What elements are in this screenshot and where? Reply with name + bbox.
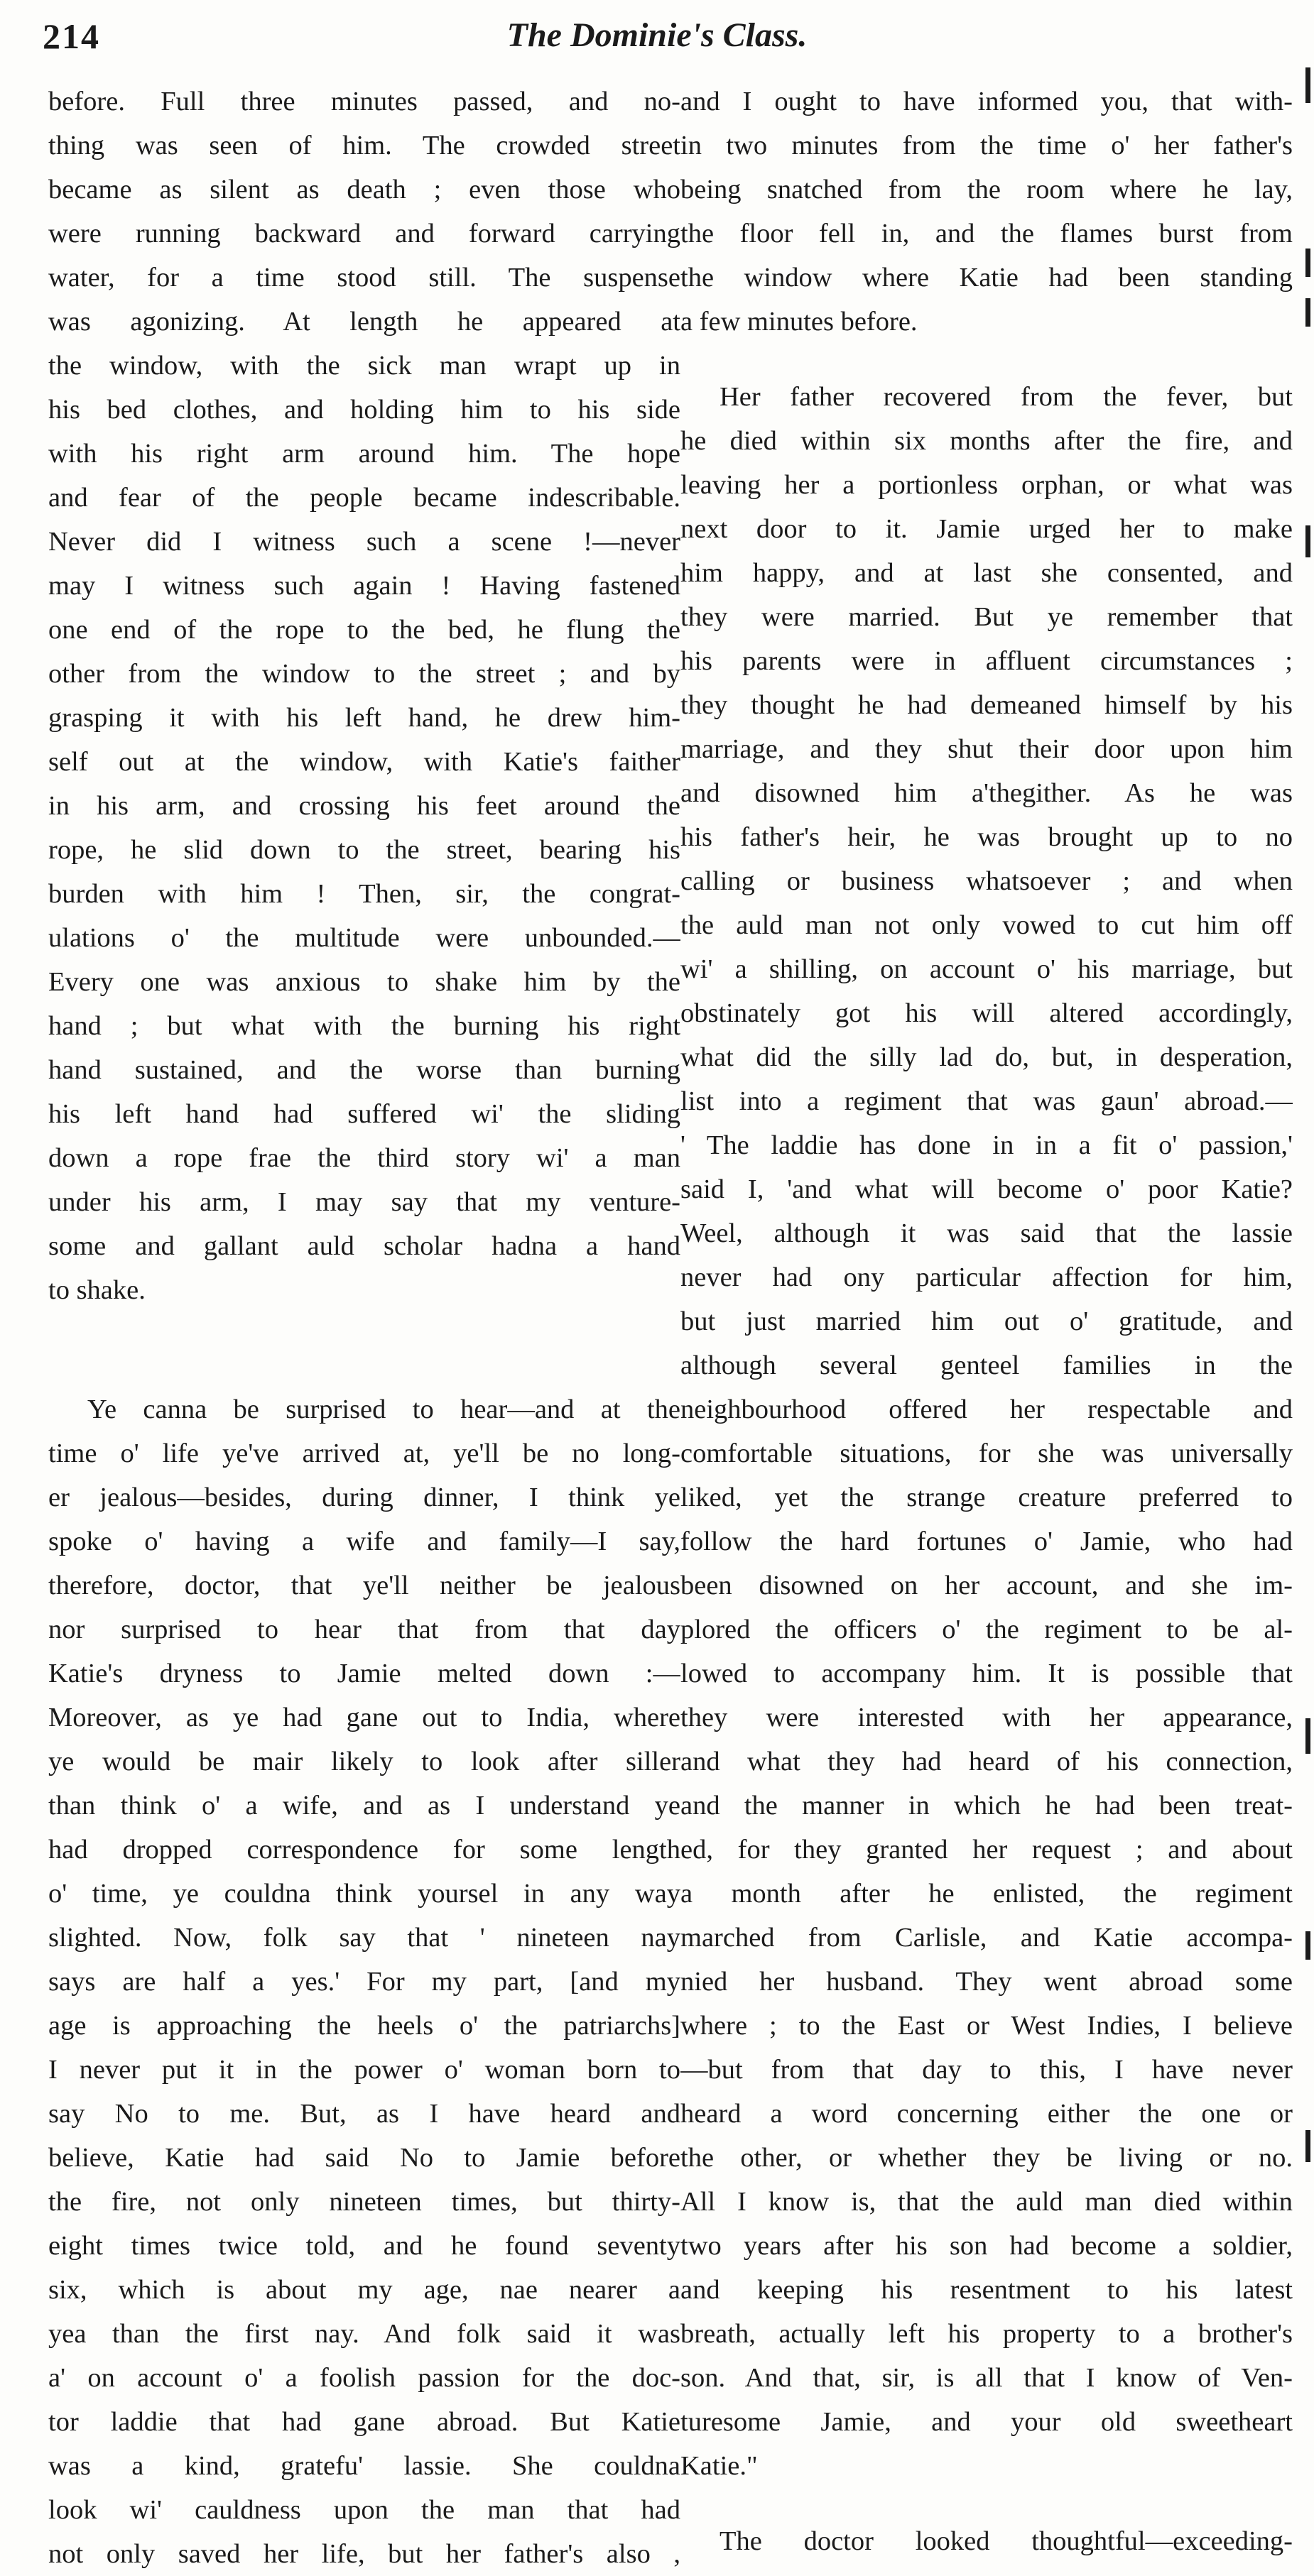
running-title: The Dominie's Class.: [506, 16, 808, 54]
text-line: nied her husband. They went abroad some: [680, 1967, 1293, 1997]
scan-edge-mark: [1305, 2130, 1310, 2162]
text-line: with his right arm around him. The hope: [48, 439, 680, 469]
page-number: 214: [43, 16, 100, 56]
text-line: him happy, and at last she consented, and: [680, 558, 1293, 588]
text-line: slighted. Now, folk say that ' nineteen nay: [48, 1923, 680, 1953]
text-line: calling or business whatsoever ; and when: [680, 866, 1293, 896]
text-line: to shake.: [48, 1275, 146, 1305]
text-line: yea than the first nay. And folk said it was: [48, 2319, 680, 2349]
text-line: grasping it with his left hand, he drew him-: [48, 703, 680, 733]
text-line: been disowned on her account, and she im-: [680, 1571, 1293, 1600]
text-line: hand ; but what with the burning his right: [48, 1011, 680, 1041]
text-line: they thought he had demeaned himself by his: [680, 690, 1293, 720]
text-line: some and gallant auld scholar hadna a hand: [48, 1231, 680, 1261]
text-line: his parents were in affluent circumstances ;: [680, 646, 1293, 676]
text-line: they were interested with her appearance,: [680, 1703, 1293, 1732]
paragraph-gap: [48, 1356, 680, 1387]
text-line: All I know is, that the auld man died within: [680, 2187, 1293, 2217]
text-line: in two minutes from the time o' her father's: [680, 131, 1293, 160]
text-line: and I ought to have informed you, that with-: [680, 87, 1293, 116]
left-text-column: [48, 80, 680, 2576]
text-line: er jealous—besides, during dinner, I think ye: [48, 1483, 680, 1512]
text-line: became as silent as death ; even those who: [48, 175, 680, 204]
text-line: heard a word concerning either the one or: [680, 2099, 1293, 2129]
text-line: under his arm, I may say that my venture-: [48, 1187, 680, 1217]
text-line: Katie's dryness to Jamie melted down :—: [48, 1659, 680, 1688]
text-line: down a rope frae the third story wi' a man: [48, 1143, 680, 1173]
text-line: plored the officers o' the regiment to be al-: [680, 1615, 1293, 1644]
text-line: ulations o' the multitude were unbounded.—: [48, 923, 680, 953]
scan-edge-mark: [1305, 525, 1310, 557]
text-line: Weel, although it was said that the lassie: [680, 1218, 1293, 1248]
text-line: his bed clothes, and holding him to his side: [48, 395, 680, 425]
text-line: tor laddie that had gane abroad. But Katie: [48, 2407, 680, 2437]
text-line: and the manner in which he had been treat-: [680, 1791, 1293, 1821]
text-line: leaving her a portionless orphan, or what was: [680, 470, 1293, 500]
text-line: time o' life ye've arrived at, ye'll be no long-: [48, 1439, 680, 1468]
text-line: Every one was anxious to shake him by the: [48, 967, 680, 997]
text-line: Never did I witness such a scene !—never: [48, 527, 680, 557]
text-line: was a kind, gratefu' lassie. She couldna: [48, 2451, 680, 2481]
scan-edge-mark: [1305, 298, 1310, 327]
text-line: comfortable situations, for she was universally: [680, 1439, 1293, 1468]
text-line: self out at the window, with Katie's faither: [48, 747, 680, 777]
text-line: and disowned him a'thegither. As he was: [680, 778, 1293, 808]
text-line: water, for a time stood still. The suspense: [48, 263, 680, 293]
text-line: follow the hard fortunes o' Jamie, who had: [680, 1527, 1293, 1556]
text-line: but just married him out o' gratitude, and: [680, 1306, 1293, 1336]
text-line: than think o' a wife, and as I understand ye: [48, 1791, 680, 1821]
text-line: one end of the rope to the bed, he flung the: [48, 615, 680, 645]
text-line: before. Full three minutes passed, and no-: [48, 87, 680, 116]
paragraph-gap: [48, 1312, 680, 1356]
text-line: say No to me. But, as I have heard and: [48, 2099, 680, 2129]
text-line: thing was seen of him. The crowded street: [48, 131, 680, 160]
text-line: what did the silly lad do, but, in desperation,: [680, 1042, 1293, 1072]
text-line: eight times twice told, and he found seventy: [48, 2231, 680, 2261]
text-line: was agonizing. At length he appeared at: [48, 307, 680, 337]
text-line: ' The laddie has done in in a fit o' passion,': [680, 1130, 1293, 1160]
text-line: neighbourhood offered her respectable and: [680, 1395, 1293, 1424]
text-line: they were married. But ye remember that: [680, 602, 1293, 632]
text-line: o' time, ye couldna think yoursel in any way: [48, 1879, 680, 1909]
paragraph-gap: [680, 344, 1293, 375]
text-line: a' on account o' a foolish passion for the doc-: [48, 2363, 680, 2393]
text-line: other from the window to the street ; and by: [48, 659, 680, 689]
text-line: had dropped correspondence for some length: [48, 1835, 680, 1865]
text-line: said I, 'and what will become o' poor Katie?: [680, 1174, 1293, 1204]
text-line: liked, yet the strange creature preferred to: [680, 1483, 1293, 1512]
text-line: two years after his son had become a soldier,: [680, 2231, 1293, 2261]
text-line: Ye canna be surprised to hear—and at the: [87, 1395, 680, 1424]
text-line: never had ony particular affection for him,: [680, 1262, 1293, 1292]
text-line: marriage, and they shut their door upon him: [680, 734, 1293, 764]
text-line: the window where Katie had been standing: [680, 263, 1293, 293]
text-line: hand sustained, and the worse than burning: [48, 1055, 680, 1085]
text-line: ed, for they granted her request ; and about: [680, 1835, 1293, 1865]
text-line: obstinately got his will altered accordingly,: [680, 998, 1293, 1028]
scan-edge-mark: [1305, 1931, 1310, 1960]
text-line: Her father recovered from the fever, but: [720, 382, 1293, 412]
text-line: his father's heir, he was brought up to no: [680, 822, 1293, 852]
text-line: marched from Carlisle, and Katie accompa-: [680, 1923, 1293, 1953]
text-line: the floor fell in, and the flames burst from: [680, 219, 1293, 249]
text-line: not only saved her life, but her father's also ,: [48, 2539, 680, 2569]
text-line: rope, he slid down to the street, bearing his: [48, 835, 680, 865]
right-text-column: [680, 80, 1293, 2563]
paragraph-gap: [680, 2488, 1293, 2519]
text-line: I never put it in the power o' woman born to: [48, 2055, 680, 2085]
text-line: Moreover, as ye had gane out to India, where: [48, 1703, 680, 1732]
text-line: were running backward and forward carrying: [48, 219, 680, 249]
text-line: therefore, doctor, that ye'll neither be jealous: [48, 1571, 680, 1600]
text-line: age is approaching the heels o' the patriarchs]: [48, 2011, 680, 2041]
text-line: —but from that day to this, I have never: [680, 2055, 1293, 2085]
text-line: the fire, not only nineteen times, but thirty-: [48, 2187, 680, 2217]
text-line: his left hand had suffered wi' the sliding: [48, 1099, 680, 1129]
text-line: says are half a yes.' For my part, [and my: [48, 1967, 680, 1997]
text-line: and keeping his resentment to his latest: [680, 2275, 1293, 2305]
text-line: and what they had heard of his connection,: [680, 1747, 1293, 1777]
text-line: turesome Jamie, and your old sweetheart: [680, 2407, 1293, 2437]
text-line: although several genteel families in the: [680, 1350, 1293, 1380]
text-line: wi' a shilling, on account o' his marriage, but: [680, 954, 1293, 984]
text-line: Katie.": [680, 2451, 758, 2481]
text-line: in his arm, and crossing his feet around the: [48, 791, 680, 821]
text-line: a month after he enlisted, the regiment: [680, 1879, 1293, 1909]
text-line: spoke o' having a wife and family—I say,: [48, 1527, 680, 1556]
text-line: being snatched from the room where he lay,: [680, 175, 1293, 204]
text-line: six, which is about my age, nae nearer a: [48, 2275, 680, 2305]
scan-edge-mark: [1305, 249, 1310, 277]
text-line: may I witness such again ! Having fastened: [48, 571, 680, 601]
text-line: breath, actually left his property to a brother's: [680, 2319, 1293, 2349]
text-line: The doctor looked thoughtful—exceeding-: [720, 2526, 1293, 2556]
text-line: the other, or whether they be living or no.: [680, 2143, 1293, 2173]
text-line: where ; to the East or West Indies, I believe: [680, 2011, 1293, 2041]
text-line: the window, with the sick man wrapt up in: [48, 351, 680, 381]
text-line: list into a regiment that was gaun' abroad.—: [680, 1086, 1293, 1116]
text-line: a few minutes before.: [680, 307, 918, 337]
text-line: son. And that, sir, is all that I know of Ven-: [680, 2363, 1293, 2393]
scan-edge-mark: [1305, 1718, 1310, 1754]
text-line: and fear of the people became indescribable.: [48, 483, 680, 513]
text-line: believe, Katie had said No to Jamie before: [48, 2143, 680, 2173]
text-line: ye would be mair likely to look after siller: [48, 1747, 680, 1777]
scan-edge-mark: [1305, 67, 1310, 103]
text-line: next door to it. Jamie urged her to make: [680, 514, 1293, 544]
text-line: look wi' cauldness upon the man that had: [48, 2495, 680, 2525]
text-line: he died within six months after the fire, and: [680, 426, 1293, 456]
text-line: lowed to accompany him. It is possible that: [680, 1659, 1293, 1688]
text-line: the auld man not only vowed to cut him off: [680, 910, 1293, 940]
page-header: [0, 0, 1314, 85]
text-line: nor surprised to hear that from that day: [48, 1615, 680, 1644]
text-line: burden with him ! Then, sir, the congrat-: [48, 879, 680, 909]
